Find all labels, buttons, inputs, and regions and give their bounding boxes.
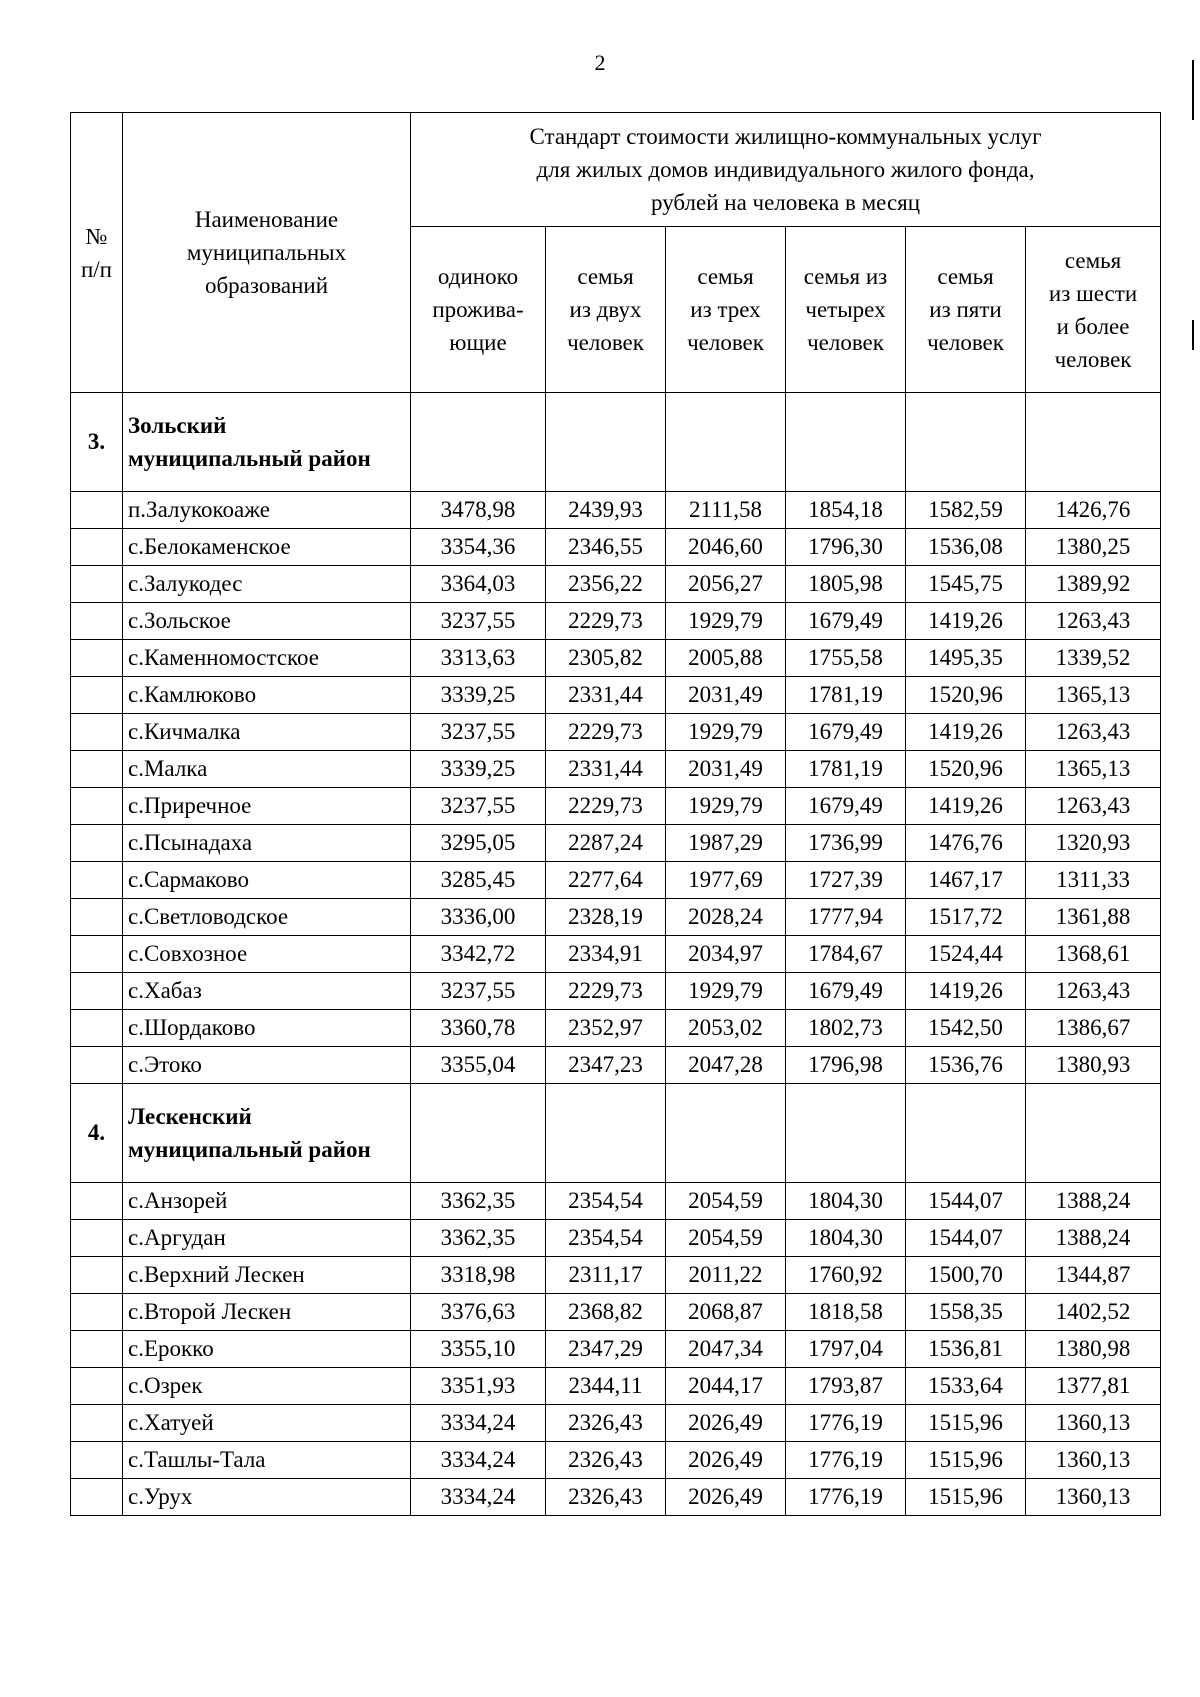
cost-value: 1679,49 [786, 603, 906, 640]
cost-value: 3334,24 [411, 1405, 546, 1442]
settlement-name: с.Совхозное [123, 936, 411, 973]
table-row [71, 751, 1161, 788]
settlement-name: с.Камлюково [123, 677, 411, 714]
settlement-name: с.Залукодес [123, 566, 411, 603]
cost-value: 2346,55 [546, 529, 666, 566]
section-header-row [71, 1084, 1161, 1183]
empty-cell [1026, 1084, 1161, 1183]
table-row [71, 862, 1161, 899]
cost-value: 2054,59 [666, 1183, 786, 1220]
cost-value: 2054,59 [666, 1220, 786, 1257]
cost-value: 2047,28 [666, 1047, 786, 1084]
cost-value: 1515,96 [906, 1442, 1026, 1479]
settlement-name: с.Ерокко [123, 1331, 411, 1368]
cost-value: 1520,96 [906, 751, 1026, 788]
cost-value: 1368,61 [1026, 936, 1161, 973]
empty-cell [411, 393, 546, 492]
settlement-name: с.Псынадаха [123, 825, 411, 862]
settlement-name: с.Ташлы-Тала [123, 1442, 411, 1479]
settlement-name: с.Второй Лескен [123, 1294, 411, 1331]
cost-value: 2229,73 [546, 603, 666, 640]
cost-value: 1777,94 [786, 899, 906, 936]
cost-value: 1805,98 [786, 566, 906, 603]
table-row [71, 529, 1161, 566]
cost-value: 1389,92 [1026, 566, 1161, 603]
row-number-cell [71, 677, 123, 714]
cost-value: 1360,13 [1026, 1405, 1161, 1442]
cost-value: 1467,17 [906, 862, 1026, 899]
empty-cell [786, 393, 906, 492]
cost-value: 2229,73 [546, 714, 666, 751]
cost-value: 2047,34 [666, 1331, 786, 1368]
cost-value: 1320,93 [1026, 825, 1161, 862]
cost-value: 1929,79 [666, 714, 786, 751]
cost-value: 2005,88 [666, 640, 786, 677]
cost-value: 1544,07 [906, 1183, 1026, 1220]
table-row [71, 1442, 1161, 1479]
cost-value: 3237,55 [411, 714, 546, 751]
cost-value: 1929,79 [666, 788, 786, 825]
cost-value: 1781,19 [786, 751, 906, 788]
table-row [71, 1183, 1161, 1220]
row-number-cell [71, 862, 123, 899]
settlement-name: с.Этоко [123, 1047, 411, 1084]
cost-value: 2229,73 [546, 788, 666, 825]
cost-value: 2026,49 [666, 1442, 786, 1479]
cost-value: 2044,17 [666, 1368, 786, 1405]
cost-value: 2354,54 [546, 1183, 666, 1220]
cost-value: 1542,50 [906, 1010, 1026, 1047]
header-single: одиноко прожива- ющие [411, 227, 546, 393]
cost-value: 2368,82 [546, 1294, 666, 1331]
cost-value: 1977,69 [666, 862, 786, 899]
cost-value: 3342,72 [411, 936, 546, 973]
row-number-cell [71, 566, 123, 603]
cost-value: 2053,02 [666, 1010, 786, 1047]
cost-value: 1679,49 [786, 788, 906, 825]
section-name-line: Зольский [128, 413, 227, 438]
table-row [71, 936, 1161, 973]
cost-value: 1804,30 [786, 1183, 906, 1220]
cost-value: 2034,97 [666, 936, 786, 973]
table-row [71, 825, 1161, 862]
cost-value: 3295,05 [411, 825, 546, 862]
header-municipality: Наименование муниципальных образований [123, 113, 411, 393]
cost-value: 1533,64 [906, 1368, 1026, 1405]
cost-value: 1476,76 [906, 825, 1026, 862]
empty-cell [906, 393, 1026, 492]
cost-value: 2347,29 [546, 1331, 666, 1368]
row-number-cell [71, 1405, 123, 1442]
cost-value: 1796,98 [786, 1047, 906, 1084]
row-number-cell [71, 936, 123, 973]
header-family-2: семья из двух человек [546, 227, 666, 393]
cost-value: 3339,25 [411, 677, 546, 714]
row-number-cell [71, 1442, 123, 1479]
cost-value: 2028,24 [666, 899, 786, 936]
table-row [71, 714, 1161, 751]
settlement-name: с.Приречное [123, 788, 411, 825]
cost-value: 1388,24 [1026, 1220, 1161, 1257]
cost-value: 1388,24 [1026, 1183, 1161, 1220]
table-row [71, 973, 1161, 1010]
cost-value: 1536,08 [906, 529, 1026, 566]
cost-value: 1402,52 [1026, 1294, 1161, 1331]
cost-value: 1524,44 [906, 936, 1026, 973]
scan-edge-mark [1192, 60, 1194, 120]
cost-value: 2334,91 [546, 936, 666, 973]
cost-value: 2331,44 [546, 677, 666, 714]
cost-value: 3237,55 [411, 788, 546, 825]
cost-value: 2068,87 [666, 1294, 786, 1331]
table-row [71, 1331, 1161, 1368]
cost-value: 1818,58 [786, 1294, 906, 1331]
tariff-table [70, 112, 1161, 1516]
cost-value: 2328,19 [546, 899, 666, 936]
empty-cell [786, 1084, 906, 1183]
row-number-cell [71, 788, 123, 825]
table-row [71, 677, 1161, 714]
cost-value: 3362,35 [411, 1183, 546, 1220]
cost-value: 3285,45 [411, 862, 546, 899]
cost-value: 1263,43 [1026, 973, 1161, 1010]
cost-value: 1520,96 [906, 677, 1026, 714]
cost-value: 3354,36 [411, 529, 546, 566]
cost-value: 2356,22 [546, 566, 666, 603]
cost-value: 3364,03 [411, 566, 546, 603]
table-row [71, 1368, 1161, 1405]
cost-value: 1929,79 [666, 603, 786, 640]
table-row [71, 1294, 1161, 1331]
cost-value: 3334,24 [411, 1479, 546, 1516]
row-number-cell [71, 899, 123, 936]
section-name [123, 1084, 411, 1183]
section-number: 4. [71, 1084, 123, 1183]
cost-value: 1419,26 [906, 714, 1026, 751]
cost-value: 3351,93 [411, 1368, 546, 1405]
table-row [71, 899, 1161, 936]
cost-value: 2347,23 [546, 1047, 666, 1084]
page-number: 2 [594, 50, 606, 75]
cost-value: 1311,33 [1026, 862, 1161, 899]
table-row [71, 788, 1161, 825]
cost-value: 3362,35 [411, 1220, 546, 1257]
table-body [71, 393, 1161, 1516]
cost-value: 1679,49 [786, 714, 906, 751]
cost-value: 2031,49 [666, 677, 786, 714]
cost-value: 1263,43 [1026, 788, 1161, 825]
settlement-name: с.Каменномостское [123, 640, 411, 677]
cost-value: 1736,99 [786, 825, 906, 862]
settlement-name: с.Озрек [123, 1368, 411, 1405]
cost-value: 1380,93 [1026, 1047, 1161, 1084]
cost-value: 1804,30 [786, 1220, 906, 1257]
cost-value: 3318,98 [411, 1257, 546, 1294]
cost-value: 1365,13 [1026, 751, 1161, 788]
row-number-cell [71, 825, 123, 862]
cost-value: 1517,72 [906, 899, 1026, 936]
settlement-name: с.Малка [123, 751, 411, 788]
cost-value: 1558,35 [906, 1294, 1026, 1331]
cost-value: 1544,07 [906, 1220, 1026, 1257]
cost-value: 2277,64 [546, 862, 666, 899]
empty-cell [546, 1084, 666, 1183]
cost-value: 3355,04 [411, 1047, 546, 1084]
section-name [123, 393, 411, 492]
cost-value: 2344,11 [546, 1368, 666, 1405]
cost-value: 1727,39 [786, 862, 906, 899]
row-number-cell [71, 603, 123, 640]
section-number: 3. [71, 393, 123, 492]
cost-value: 1797,04 [786, 1331, 906, 1368]
row-number-cell [71, 1479, 123, 1516]
cost-value: 3339,25 [411, 751, 546, 788]
cost-value: 1802,73 [786, 1010, 906, 1047]
cost-value: 2354,54 [546, 1220, 666, 1257]
row-number-cell [71, 973, 123, 1010]
empty-cell [906, 1084, 1026, 1183]
table-row [71, 1047, 1161, 1084]
empty-cell [411, 1084, 546, 1183]
cost-value: 1545,75 [906, 566, 1026, 603]
row-number-cell [71, 1047, 123, 1084]
cost-value: 1515,96 [906, 1479, 1026, 1516]
cost-value: 3237,55 [411, 603, 546, 640]
cost-value: 2331,44 [546, 751, 666, 788]
table-row [71, 1257, 1161, 1294]
settlement-name: с.Сармаково [123, 862, 411, 899]
table-row [71, 566, 1161, 603]
cost-value: 1536,81 [906, 1331, 1026, 1368]
cost-value: 1360,13 [1026, 1479, 1161, 1516]
cost-value: 2111,58 [666, 492, 786, 529]
cost-value: 3237,55 [411, 973, 546, 1010]
cost-value: 1500,70 [906, 1257, 1026, 1294]
header-family-4: семья из четырех человек [786, 227, 906, 393]
cost-value: 1796,30 [786, 529, 906, 566]
row-number-cell [71, 1294, 123, 1331]
settlement-name: с.Урух [123, 1479, 411, 1516]
cost-value: 2287,24 [546, 825, 666, 862]
table-row [71, 603, 1161, 640]
empty-cell [666, 393, 786, 492]
cost-value: 1495,35 [906, 640, 1026, 677]
row-number-cell [71, 1368, 123, 1405]
cost-value: 1776,19 [786, 1442, 906, 1479]
cost-value: 1380,25 [1026, 529, 1161, 566]
row-number-cell [71, 751, 123, 788]
header-family-6-plus: семья из шести и более человек [1026, 227, 1161, 393]
row-number-cell [71, 1257, 123, 1294]
table-row [71, 640, 1161, 677]
table-row [71, 1220, 1161, 1257]
table-row [71, 1010, 1161, 1047]
cost-value: 1793,87 [786, 1368, 906, 1405]
cost-value: 2011,22 [666, 1257, 786, 1294]
cost-value: 1784,67 [786, 936, 906, 973]
scan-edge-mark [1192, 320, 1194, 350]
settlement-name: с.Шордаково [123, 1010, 411, 1047]
cost-value: 3360,78 [411, 1010, 546, 1047]
row-number-cell [71, 529, 123, 566]
settlement-name: с.Хатуей [123, 1405, 411, 1442]
cost-value: 1760,92 [786, 1257, 906, 1294]
cost-value: 2046,60 [666, 529, 786, 566]
table-row [71, 1479, 1161, 1516]
cost-value: 2031,49 [666, 751, 786, 788]
cost-value: 1419,26 [906, 603, 1026, 640]
cost-value: 2026,49 [666, 1405, 786, 1442]
cost-value: 2326,43 [546, 1479, 666, 1516]
row-number-cell [71, 640, 123, 677]
row-number-cell [71, 1010, 123, 1047]
header-number: № п/п [71, 113, 123, 393]
cost-value: 1776,19 [786, 1479, 906, 1516]
cost-value: 2305,82 [546, 640, 666, 677]
header-cost-standard: Стандарт стоимости жилищно-коммунальных услуг для жилых домов индивидуального жилого фонда, рублей на человека в месяц [411, 113, 1161, 227]
cost-value: 3336,00 [411, 899, 546, 936]
row-number-cell [71, 492, 123, 529]
section-name-line: муниципальный район [128, 1137, 371, 1162]
cost-value: 1339,52 [1026, 640, 1161, 677]
section-name-line: муниципальный район [128, 446, 371, 471]
cost-value: 2326,43 [546, 1442, 666, 1479]
cost-value: 1536,76 [906, 1047, 1026, 1084]
cost-value: 1781,19 [786, 677, 906, 714]
cost-value: 1361,88 [1026, 899, 1161, 936]
cost-value: 2439,93 [546, 492, 666, 529]
cost-value: 1929,79 [666, 973, 786, 1010]
cost-value: 1263,43 [1026, 714, 1161, 751]
cost-value: 2026,49 [666, 1479, 786, 1516]
table-row [71, 1405, 1161, 1442]
row-number-cell [71, 1331, 123, 1368]
cost-value: 1386,67 [1026, 1010, 1161, 1047]
cost-value: 1755,58 [786, 640, 906, 677]
settlement-name: с.Белокаменское [123, 529, 411, 566]
cost-value: 1419,26 [906, 973, 1026, 1010]
table-row [71, 492, 1161, 529]
header-family-5: семья из пяти человек [906, 227, 1026, 393]
empty-cell [666, 1084, 786, 1183]
cost-value: 3355,10 [411, 1331, 546, 1368]
cost-value: 1854,18 [786, 492, 906, 529]
cost-value: 2326,43 [546, 1405, 666, 1442]
settlement-name: с.Зольское [123, 603, 411, 640]
settlement-name: с.Аргудан [123, 1220, 411, 1257]
cost-value: 1419,26 [906, 788, 1026, 825]
cost-value: 3376,63 [411, 1294, 546, 1331]
cost-value: 2229,73 [546, 973, 666, 1010]
cost-value: 1377,81 [1026, 1368, 1161, 1405]
settlement-name: с.Светловодское [123, 899, 411, 936]
cost-value: 2352,97 [546, 1010, 666, 1047]
row-number-cell [71, 1220, 123, 1257]
settlement-name: с.Хабаз [123, 973, 411, 1010]
section-header-row [71, 393, 1161, 492]
cost-value: 2311,17 [546, 1257, 666, 1294]
settlement-name: с.Кичмалка [123, 714, 411, 751]
settlement-name: с.Верхний Лескен [123, 1257, 411, 1294]
cost-value: 1987,29 [666, 825, 786, 862]
cost-value: 1515,96 [906, 1405, 1026, 1442]
cost-value: 1365,13 [1026, 677, 1161, 714]
cost-value: 1380,98 [1026, 1331, 1161, 1368]
cost-value: 3334,24 [411, 1442, 546, 1479]
row-number-cell [71, 1183, 123, 1220]
header-family-3: семья из трех человек [666, 227, 786, 393]
cost-value: 1344,87 [1026, 1257, 1161, 1294]
row-number-cell [71, 714, 123, 751]
empty-cell [546, 393, 666, 492]
settlement-name: п.Залукокоаже [123, 492, 411, 529]
cost-value: 1263,43 [1026, 603, 1161, 640]
empty-cell [1026, 393, 1161, 492]
cost-value: 1776,19 [786, 1405, 906, 1442]
cost-value: 1679,49 [786, 973, 906, 1010]
cost-value: 2056,27 [666, 566, 786, 603]
cost-value: 1360,13 [1026, 1442, 1161, 1479]
settlement-name: с.Анзорей [123, 1183, 411, 1220]
cost-value: 1582,59 [906, 492, 1026, 529]
cost-value: 3313,63 [411, 640, 546, 677]
cost-value: 3478,98 [411, 492, 546, 529]
section-name-line: Лескенский [128, 1104, 252, 1129]
cost-value: 1426,76 [1026, 492, 1161, 529]
